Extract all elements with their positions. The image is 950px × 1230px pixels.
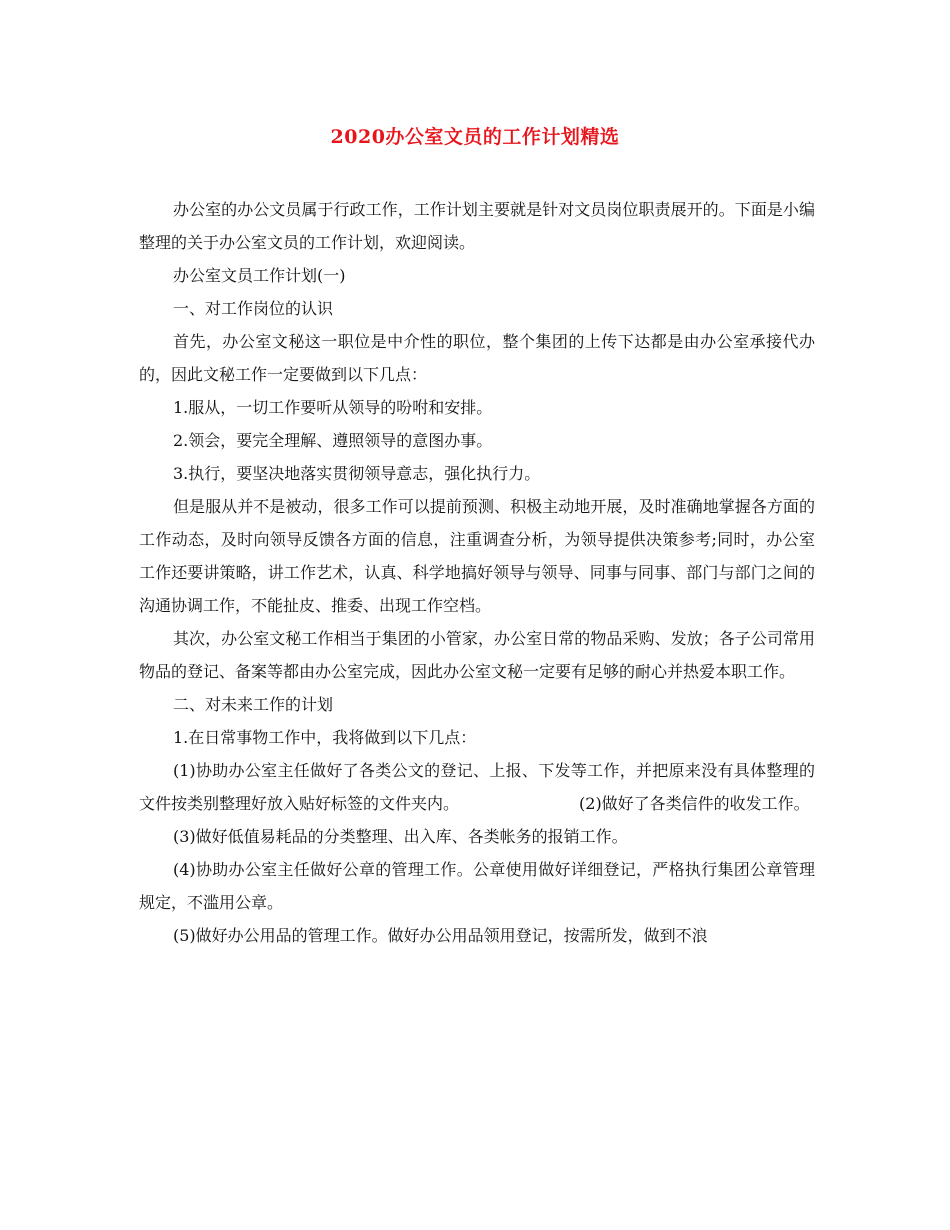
paragraph-second: 其次，办公室文秘工作相当于集团的小管家，办公室日常的物品采购、发放；各子公司常用物品的登记、备案等都由办公室完成，因此办公室文秘一定要有足够的耐心并热爱本职工作。 bbox=[139, 629, 815, 681]
heading-future-plan: 二、对未来工作的计划 bbox=[173, 695, 334, 714]
list-item-execute: 3.执行，要坚决地落实贯彻领导意志，强化执行力。 bbox=[173, 464, 541, 483]
paragraph-first: 首先，办公室文秘这一职位是中介性的职位，整个集团的上传下达都是由办公室承接代办的，因此文秘工作一定要做到以下几点： bbox=[139, 332, 815, 384]
list-item-mail-text: (2)做好了各类信件的收发工作。 bbox=[579, 794, 810, 813]
document-title: 2020办公室文员的工作计划精选 bbox=[330, 126, 620, 148]
list-item-office-supplies: (5)做好办公用品的管理工作。做好办公用品领用登记，按需所发，做到不浪 bbox=[173, 926, 708, 945]
list-item-daily-work: 1.在日常事物工作中，我将做到以下几点： bbox=[173, 728, 477, 747]
heading-job-understanding: 一、对工作岗位的认识 bbox=[173, 299, 334, 318]
list-item-understand: 2.领会，要完全理解、遵照领导的意图办事。 bbox=[173, 431, 493, 450]
paragraph-intro: 办公室的办公文员属于行政工作，工作计划主要就是针对文员岗位职责展开的。下面是小编整理的关于办公室文员的工作计划，欢迎阅读。 bbox=[139, 200, 815, 252]
section-heading-plan-one: 办公室文员工作计划(一) bbox=[173, 266, 346, 285]
list-item-documents bbox=[139, 754, 815, 820]
list-item-seal: (4)协助办公室主任做好公章的管理工作。公章使用做好详细登记，严格执行集团公章管理规定，不滥用公章。 bbox=[139, 860, 815, 912]
list-item-consumables: (3)做好低值易耗品的分类整理、出入库、各类帐务的报销工作。 bbox=[173, 827, 628, 846]
document-body bbox=[139, 193, 815, 952]
paragraph-proactive: 但是服从并不是被动，很多工作可以提前预测、积极主动地开展，及时准确地掌握各方面的工作动态，及时向领导反馈各方面的信息，注重调查分析，为领导提供决策参考;同时，办公室工作还要讲策略，讲工作艺术，认真、科学地搞好领导与领导、同事与同事、部门与部门之间的沟通协调工作，不能扯皮、推委、出现工作空档。 bbox=[139, 497, 815, 615]
list-item-documents-text: (1)协助办公室主任做好了各类公文的登记、上报、下发等工作，并把原来没有具体整理的文件按类别整理好放入贴好标签的文件夹内。 bbox=[139, 761, 815, 813]
list-item-obey: 1.服从，一切工作要听从领导的吩咐和安排。 bbox=[173, 398, 493, 417]
